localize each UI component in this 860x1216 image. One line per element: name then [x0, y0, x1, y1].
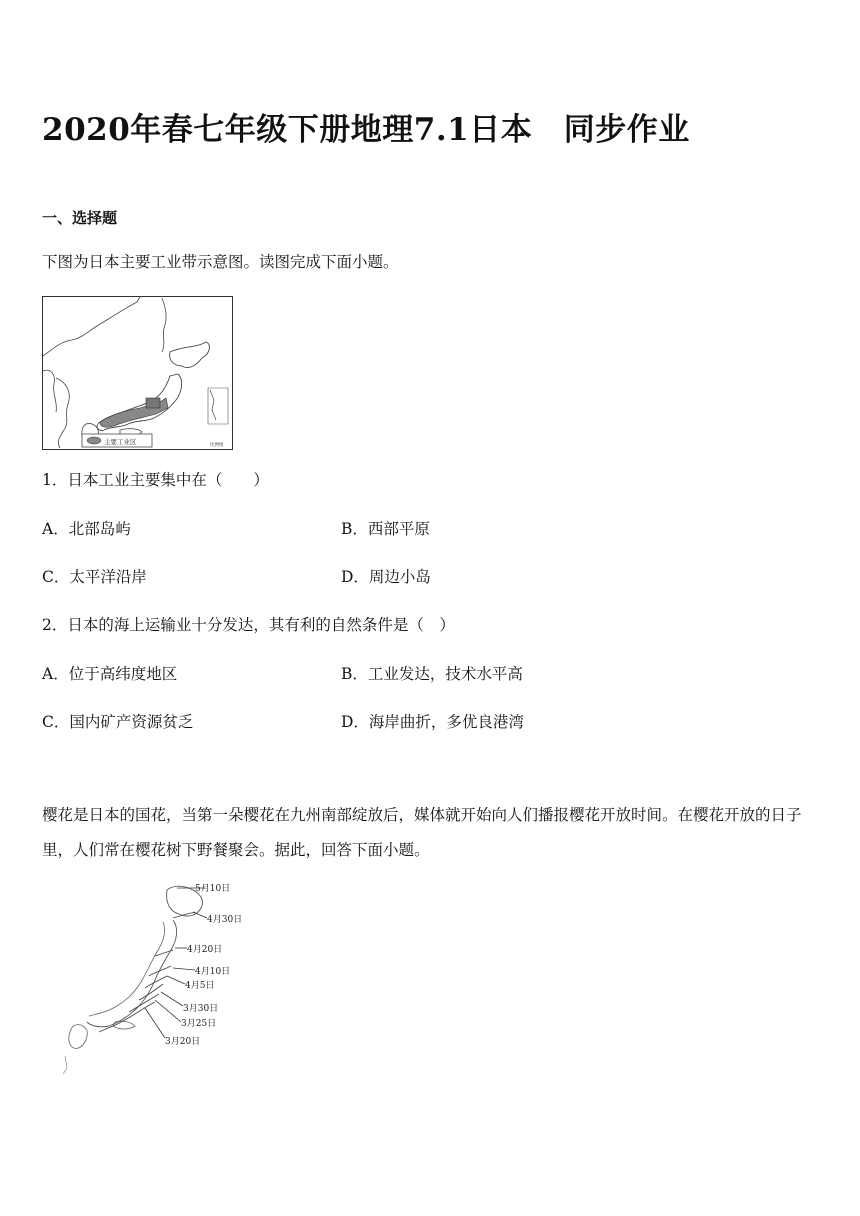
date-label-apr30: 4月30日	[207, 915, 243, 925]
intro-text: 下图为日本主要工业带示意图。读图完成下面小题。	[42, 253, 399, 271]
section-heading: 一、选择题	[42, 209, 118, 227]
page-title: 2020年春七年级下册地理7.1日本 同步作业	[42, 112, 690, 148]
date-label-mar20: 3月20日	[165, 1037, 201, 1047]
date-label-mar30: 3月30日	[183, 1004, 219, 1014]
sakura-paragraph: 樱花是日本的国花，当第一朵樱花在九州南部绽放后，媒体就开始向人们播报樱花开放时间。在樱花开放的日子里，人们常在樱花树下野餐聚会。据此，回答下面小题。	[42, 806, 802, 859]
sakura-bloom-map	[55, 876, 275, 1076]
map1-legend-label: 主要工业区	[104, 438, 137, 446]
q2-option-d: D．海岸曲折，多优良港湾	[341, 713, 524, 731]
question-2-stem: 2．日本的海上运输业十分发达，其有利的自然条件是（ ）	[42, 616, 455, 634]
q1-option-b: B．西部平原	[341, 520, 430, 538]
question-1-stem: 1．日本工业主要集中在（ ）	[42, 471, 269, 489]
map1-corner-label: 比例图	[210, 443, 224, 448]
q1-option-a: A．北部岛屿	[42, 520, 131, 538]
q1-option-c: C．太平洋沿岸	[42, 568, 147, 586]
date-label-mar25: 3月25日	[181, 1019, 217, 1029]
date-label-may10: 5月10日	[195, 884, 231, 894]
q1-option-d: D．周边小岛	[341, 568, 431, 586]
date-label-apr5: 4月5日	[185, 981, 215, 991]
japan-industrial-map	[42, 296, 233, 450]
date-label-apr20: 4月20日	[187, 945, 223, 955]
date-label-apr10: 4月10日	[195, 967, 231, 977]
q2-option-a: A．位于高纬度地区	[42, 665, 178, 683]
q2-option-c: C．国内矿产资源贫乏	[42, 713, 194, 731]
q2-option-b: B．工业发达，技术水平高	[341, 665, 523, 683]
